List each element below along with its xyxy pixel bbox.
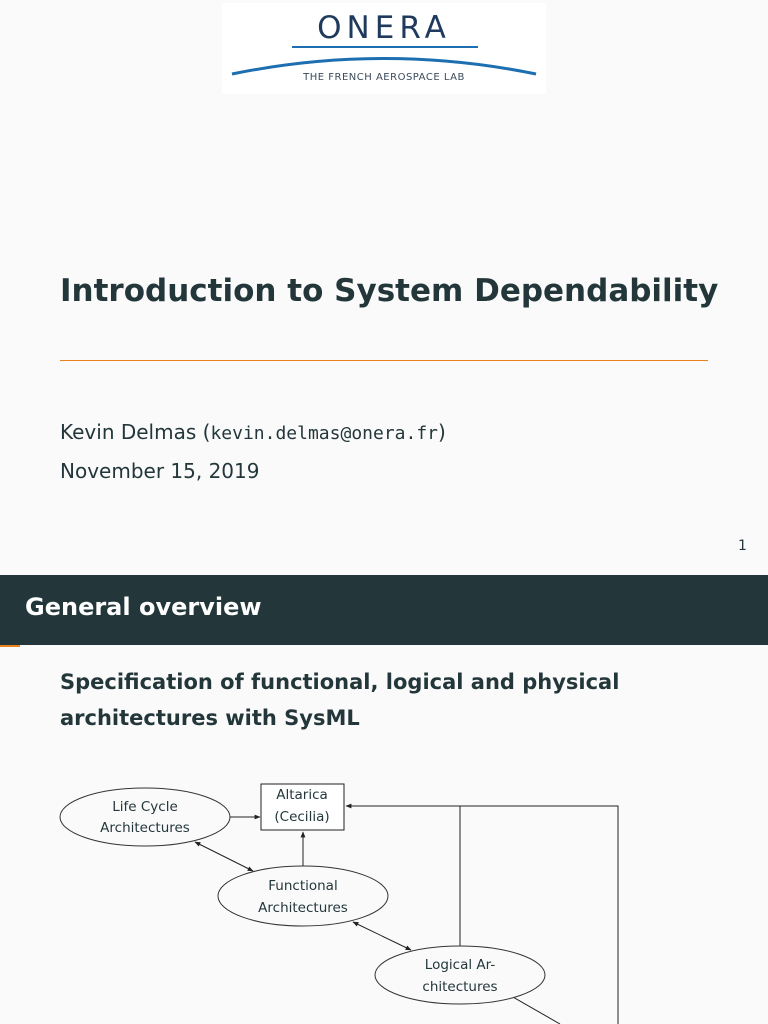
author-email[interactable]: kevin.delmas@onera.fr bbox=[210, 423, 439, 444]
node-lifecycle-label-1: Life Cycle bbox=[112, 799, 178, 815]
node-logical-label-1: Logical Ar- bbox=[424, 957, 496, 973]
presentation-title: Introduction to System Dependability bbox=[60, 273, 719, 309]
page-number: 1 bbox=[738, 538, 747, 554]
node-lifecycle-label-2: Architectures bbox=[100, 820, 190, 836]
progress-bar bbox=[0, 645, 20, 647]
node-functional-label-1: Functional bbox=[268, 878, 338, 894]
node-lifecycle-shape bbox=[60, 788, 230, 846]
node-functional-label-2: Architectures bbox=[258, 900, 348, 916]
author-name: Kevin Delmas ( bbox=[60, 420, 211, 444]
node-altarica-label-2: (Cecilia) bbox=[274, 809, 330, 825]
presentation-date: November 15, 2019 bbox=[60, 459, 260, 483]
node-logical-label-2: chitectures bbox=[422, 979, 498, 995]
logo-wordmark: ONERA bbox=[317, 10, 451, 46]
edge-functional-logical bbox=[353, 922, 411, 950]
author-close: ) bbox=[438, 420, 446, 444]
edge-lifecycle-functional bbox=[195, 842, 253, 871]
author-line bbox=[60, 420, 446, 444]
frame-title: General overview bbox=[25, 593, 262, 621]
node-functional-shape bbox=[218, 866, 388, 926]
node-altarica-label-1: Altarica bbox=[276, 787, 328, 803]
architecture-diagram bbox=[0, 760, 768, 1024]
block-title: Specification of functional, logical and physical architectures with SysML bbox=[60, 670, 620, 730]
onera-logo bbox=[222, 3, 546, 94]
title-divider bbox=[60, 360, 708, 361]
logo-tagline: THE FRENCH AEROSPACE LAB bbox=[303, 72, 465, 83]
node-logical-shape bbox=[375, 946, 545, 1004]
